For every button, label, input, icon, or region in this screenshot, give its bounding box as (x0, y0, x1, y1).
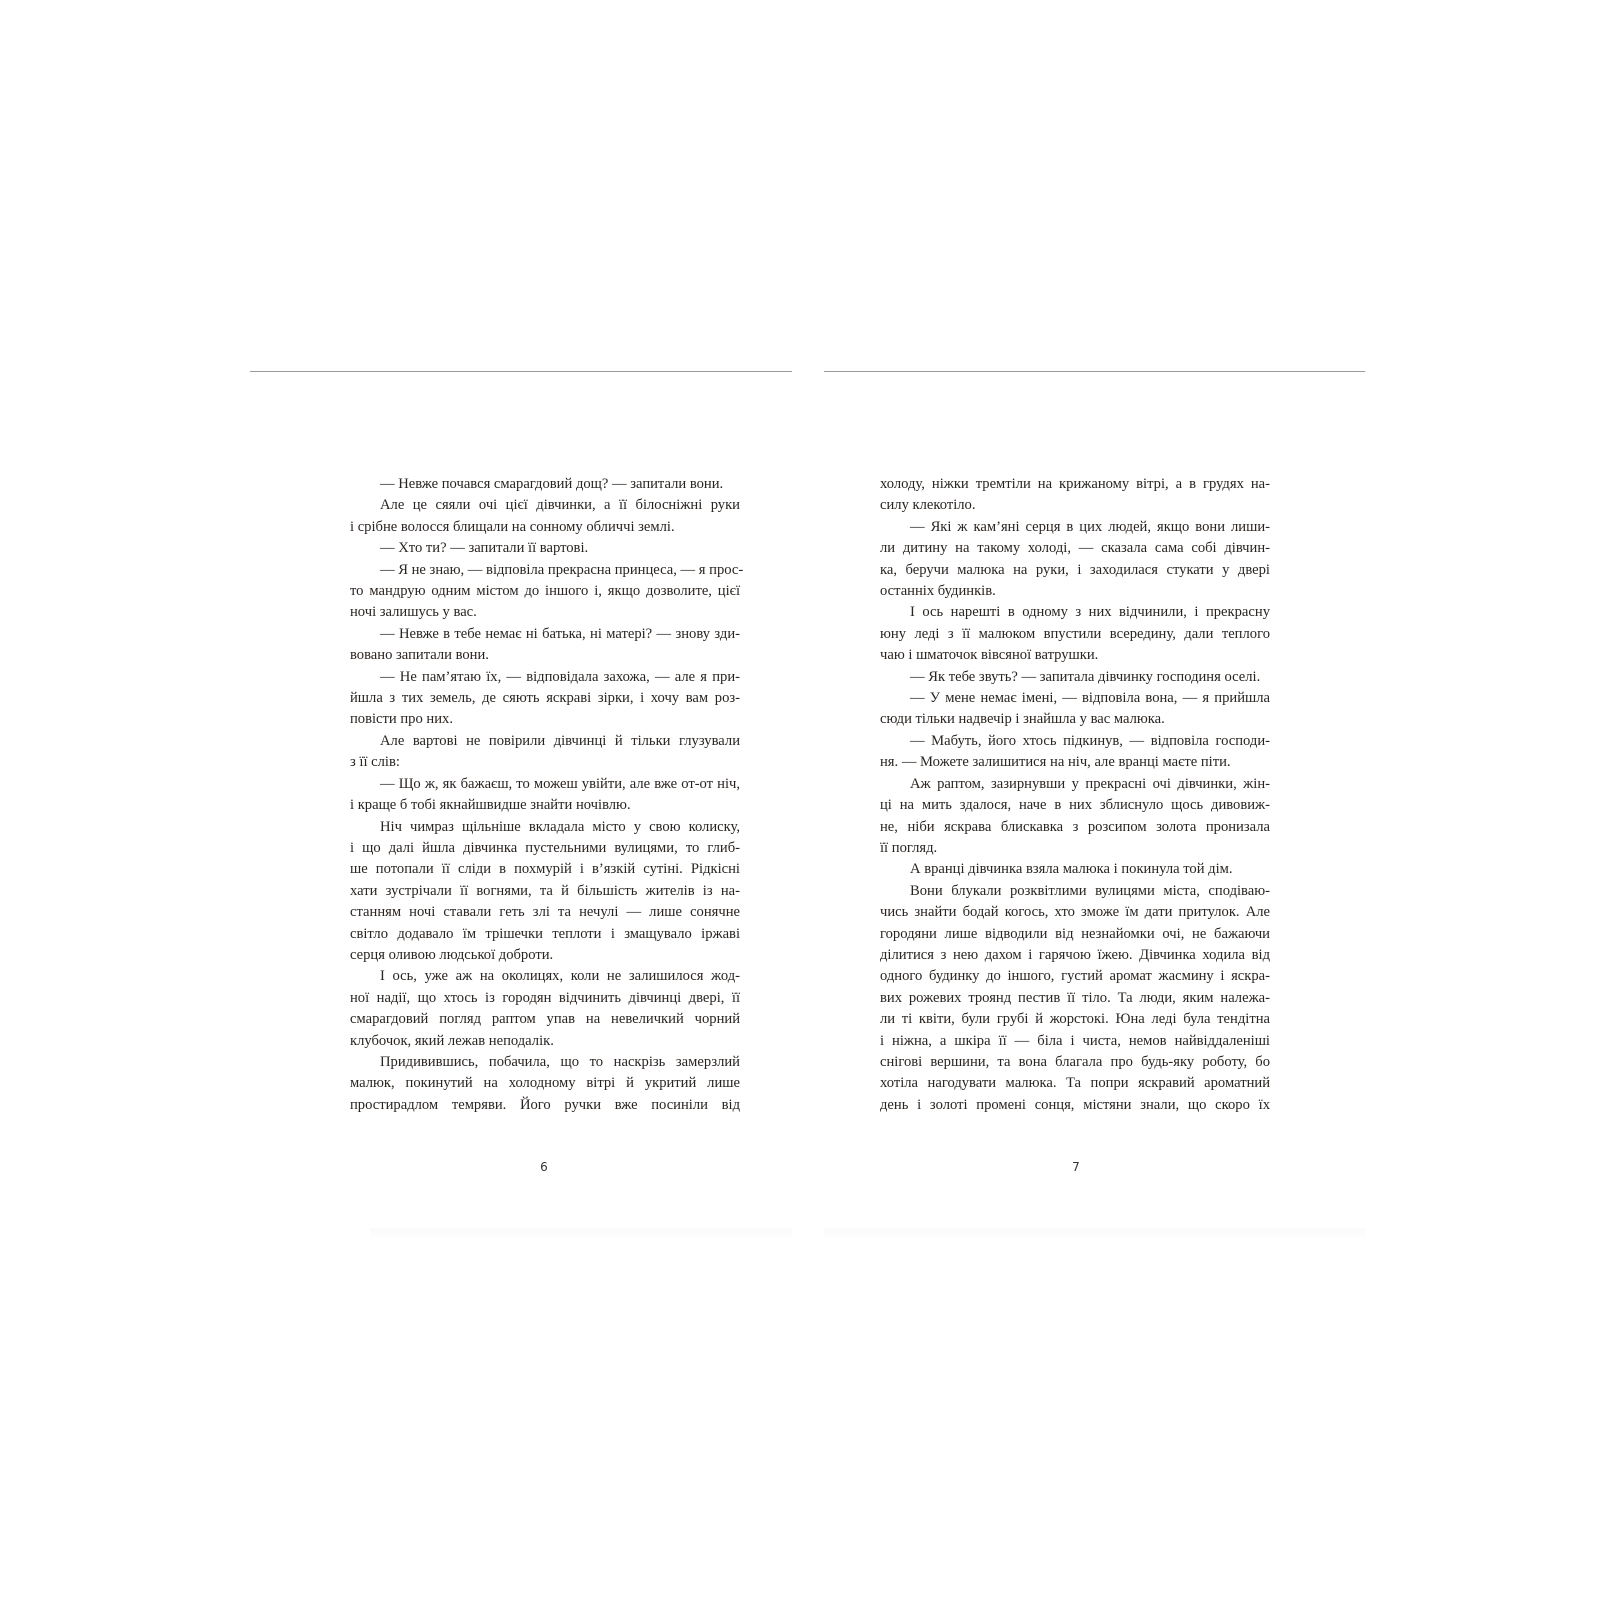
text-line: — Я не знаю, — відповіла прекрасна принцеса, — я прос- (380, 561, 744, 578)
page-number: 7 (1072, 1160, 1080, 1174)
text-line: силу клекотіло. (880, 497, 976, 514)
text-line: день і золоті промені сонця, містяни знали, що скоро їх (880, 1096, 1270, 1113)
page-number: 6 (540, 1160, 548, 1174)
text-line: ли дитину на такому холоді, — сказала сама собі дівчин- (880, 540, 1270, 557)
text-line: — Що ж, як бажаєш, то можеш увійти, але вже от-от ніч, (380, 775, 740, 792)
text-line: Але вартові не повірили дівчинці й тільки глузували (380, 732, 740, 749)
text-line: городяни лише відводили від незнайомки очі, не бажаючи (880, 925, 1270, 942)
text-line: юну леді з її малюком впустили всередину, дали теплого (880, 625, 1270, 642)
text-line: — Невже в тебе немає ні батька, ні матері? — знову зди- (380, 625, 740, 642)
text-line: і що далі йшла дівчинка пустельними вулицями, то глиб- (350, 839, 740, 856)
text-line: Аж раптом, зазирнувши у прекрасні очі дівчинки, жін- (910, 775, 1270, 792)
text-line: ка, беручи малюка на руки, і заходилася стукати у двері (880, 561, 1270, 578)
text-line: — Не пам’ятаю їх, — відповідала захожа, — але я при- (380, 668, 740, 685)
header-rule (824, 371, 1365, 372)
text-line: вовано запитали вони. (350, 647, 489, 664)
text-line: йшла з тих земель, де сяють яскраві зірки, і хочу вам роз- (350, 690, 740, 707)
text-line: — Невже почався смарагдовий дощ? — запитали вони. (380, 476, 724, 492)
text-line: і ніжна, а шкіра її — біла і чиста, немов найвіддаленіші (880, 1032, 1270, 1049)
text-line: одного будинку до іншого, густий аромат жасмину і яскра- (880, 968, 1270, 985)
text-line: А вранці дівчинка взяла малюка і покинула той дім. (910, 861, 1233, 878)
text-line: світло додавало їм трішечки теплоти і змащувало іржаві (350, 925, 740, 942)
text-line: клубочок, який лежав неподалік. (350, 1032, 554, 1049)
body-text (350, 474, 744, 1116)
text-line: хати зустрічали її вогнями, та й більшість жителів із на- (350, 882, 740, 899)
text-line: сюди тільки надвечір і знайшла у вас малюка. (880, 711, 1165, 728)
text-line: її погляд. (880, 839, 938, 856)
text-line: Але це сяяли очі цієї дівчинки, а її білосніжні руки (380, 497, 740, 514)
text-line: холоду, ніжки тремтіли на крижаному вітрі, а в грудях на- (880, 476, 1270, 492)
text-line: ночі залишусь у вас. (350, 604, 477, 621)
text-line: повісти про них. (350, 711, 453, 728)
text-line: ли ті квіти, були грубі й жорстокі. Юна леді була тендітна (880, 1011, 1270, 1028)
text-line: станням ночі ставали геть злі та нечулі — лише сонячне (350, 904, 740, 921)
text-line: смарагдовий погляд раптом упав на невеличкий чорний (350, 1011, 740, 1028)
text-line: останніх будинків. (880, 583, 996, 600)
text-line: малюк, покинутий на холодному вітрі й укритий лише (350, 1075, 740, 1092)
text-line: простирадлом темряви. Його ручки вже посиніли від (350, 1096, 740, 1113)
text-line: чаю і шматочок вівсяної ватрушки. (880, 647, 1099, 664)
text-line: ше потопали її сліди в похмурій і в’язкій сутіні. Рідкісні (350, 861, 740, 878)
text-line: ної надії, що хтось із городян відчинить дівчинці двері, її (350, 989, 740, 1006)
page-shadow (370, 1228, 792, 1240)
text-line: то мандрую одним містом до іншого і, якщо дозволите, цієї (350, 583, 740, 600)
text-line: Вони блукали розквітлими вулицями міста, сподіваю- (910, 882, 1270, 899)
text-line: — Як тебе звуть? — запитала дівчинку господиня оселі. (910, 668, 1261, 685)
text-line: Придивившись, побачила, що то наскрізь замерзлий (380, 1053, 740, 1070)
right-page (800, 0, 1600, 1600)
text-line: вих рожевих троянд пестив її тіло. Та люди, яким належа- (880, 989, 1270, 1006)
body-text (880, 474, 1270, 1116)
text-line: ділитися з нею дахом і гарячою їжею. Дівчинка ходила від (880, 946, 1270, 963)
text-line: — Мабуть, його хтось підкинув, — відповіла господи- (910, 732, 1270, 749)
text-line: І ось нарешті в одному з них відчинили, і прекрасну (910, 604, 1270, 621)
text-line: не, ніби яскрава блискавка з розсипом золота пронизала (880, 818, 1270, 835)
text-line: — Які ж кам’яні серця в цих людей, якщо вони лиши- (910, 518, 1270, 535)
text-line: і краще б тобі якнайшвидше знайти ночівлю. (350, 797, 631, 814)
text-line: з її слів: (350, 754, 400, 771)
text-line: Ніч чимраз щільніше вкладала місто у свою колиску, (380, 818, 740, 835)
text-line: снігові вершини, та вона благала про будь-яку роботу, бо (880, 1053, 1270, 1070)
text-line: серця оливою людської доброти. (350, 946, 554, 963)
text-line: — У мене немає імені, — відповіла вона, — я прийшла (910, 690, 1270, 707)
text-line: ці на мить здалося, наче в них зблиснуло щось дивовиж- (880, 797, 1270, 814)
text-line: і срібне волосся блищали на сонному обличчі землі. (350, 518, 675, 535)
page-shadow (824, 1228, 1365, 1240)
text-line: хотіла нагодувати малюка. Та попри яскравий ароматний (880, 1075, 1270, 1092)
text-line: ня. — Можете залишитися на ніч, але вранці маєте піти. (880, 754, 1231, 771)
text-line: І ось, уже аж на околицях, коли не залишилося жод- (380, 968, 740, 985)
text-line: чись знайти бодай когось, хто зможе їм дати притулок. Але (880, 904, 1270, 921)
header-rule (250, 371, 792, 372)
text-line: — Хто ти? — запитали її вартові. (380, 540, 589, 557)
